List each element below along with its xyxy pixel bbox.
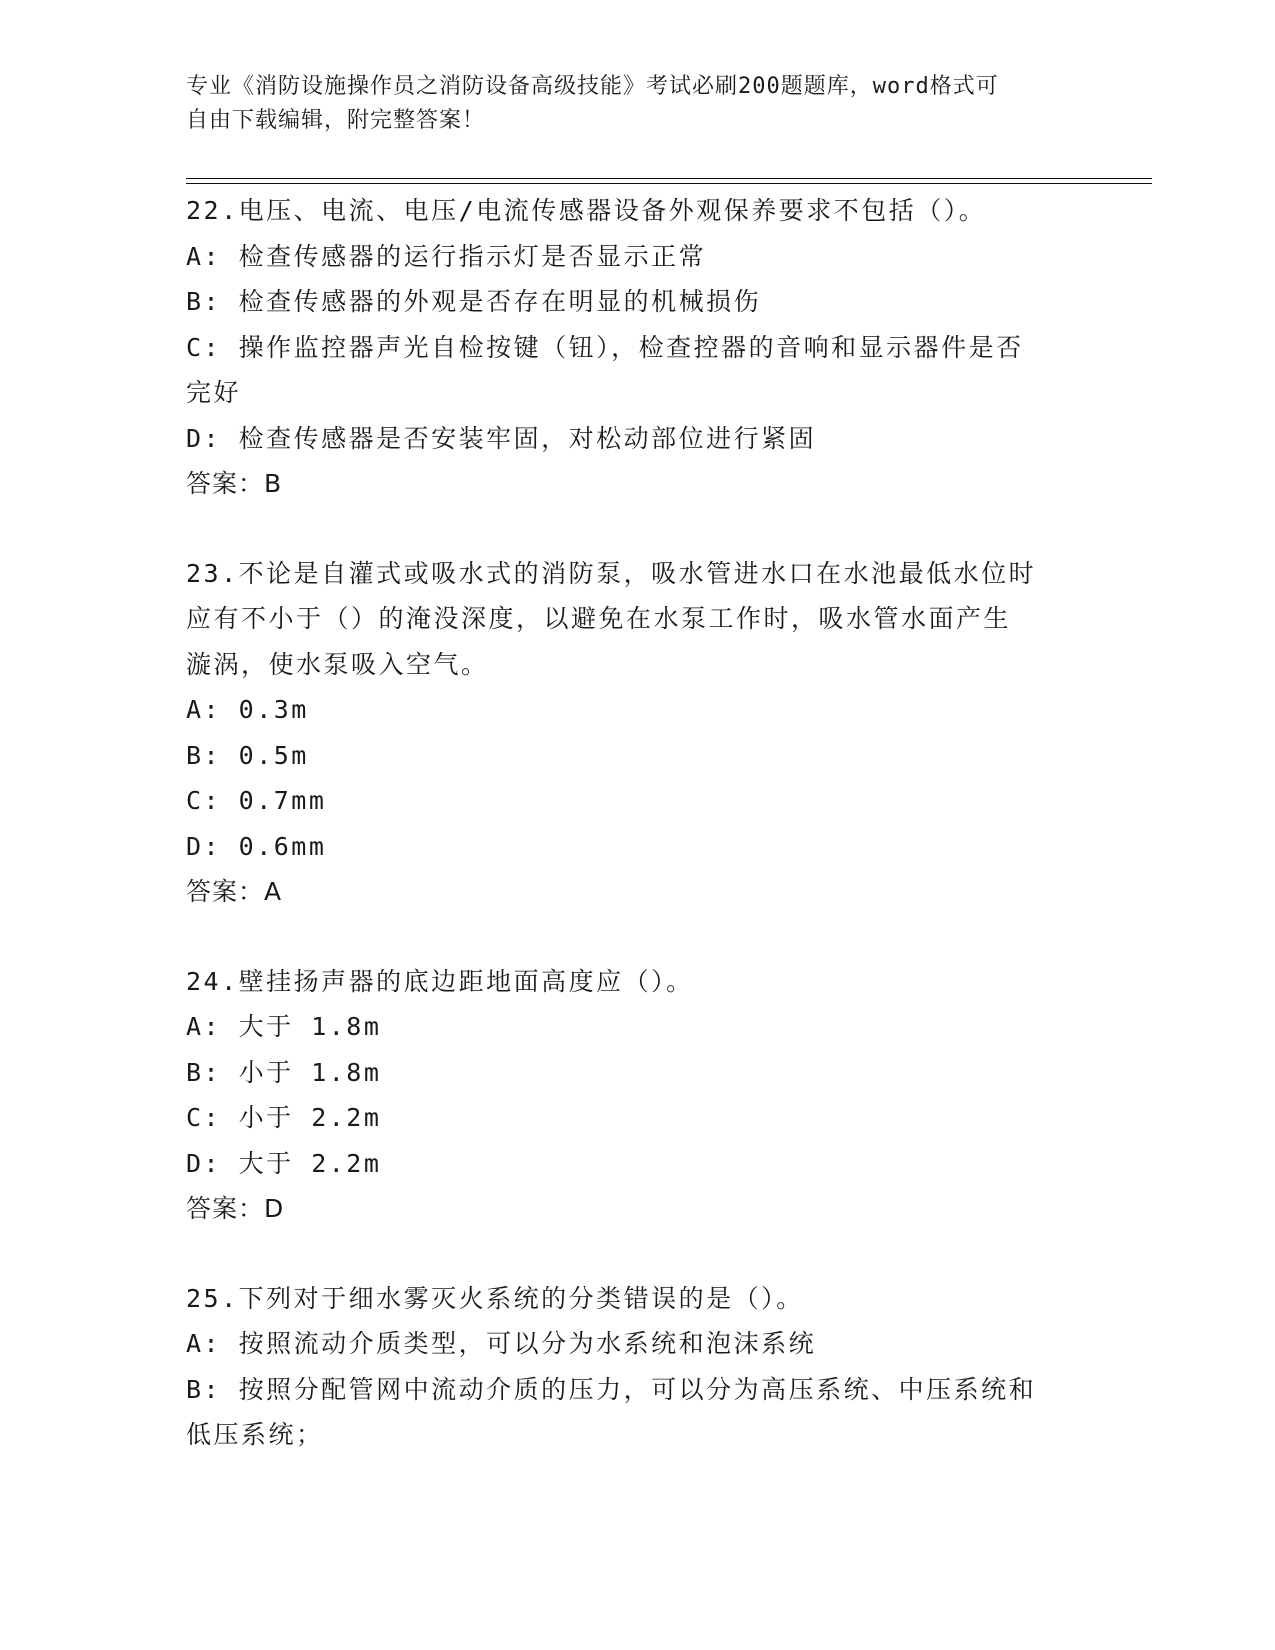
option-a: A: 大于 1.8m xyxy=(186,1012,382,1041)
option-a: A: 检查传感器的运行指示灯是否显示正常 xyxy=(186,241,707,271)
question-stem: 25.下列对于细水雾灭火系统的分类错误的是（）。 xyxy=(186,1283,804,1313)
question-stem: 23.不论是自灌式或吸水式的消防泵，吸水管进水口在水池最低水位时 xyxy=(186,558,1037,588)
option-a: A: 0.3m xyxy=(186,695,309,724)
option-b: B: 小于 1.8m xyxy=(186,1057,382,1087)
header-divider-top xyxy=(186,178,1152,179)
option-d: D: 大于 2.2m xyxy=(186,1148,382,1178)
option-b: B: 0.5m xyxy=(186,740,309,770)
question-24 xyxy=(186,959,1086,1232)
document-header xyxy=(186,70,1066,138)
answer: 答案：A xyxy=(186,877,283,906)
option-c: C: 0.7mm xyxy=(186,786,327,815)
question-25 xyxy=(186,1276,1086,1458)
question-23 xyxy=(186,551,1086,915)
question-22 xyxy=(186,188,1086,507)
option-d: D: 检查传感器是否安装牢固，对松动部位进行紧固 xyxy=(186,423,817,453)
option-c: C: 操作监控器声光自检按键（钮），检查控器的音响和显示器件是否 xyxy=(186,332,1024,362)
header-line-1: 专业《消防设施操作员之消防设备高级技能》考试必刷200题题库，word格式可 xyxy=(186,74,999,99)
option-a: A: 按照流动介质类型，可以分为水系统和泡沫系统 xyxy=(186,1329,817,1358)
question-list xyxy=(186,188,1086,1502)
option-d: D: 0.6mm xyxy=(186,831,327,861)
question-stem-continued: 应有不小于（）的淹没深度，以避免在水泵工作时，吸水管水面产生 xyxy=(186,604,1012,633)
header-divider-bottom xyxy=(186,183,1152,184)
question-stem: 22.电压、电流、电压/电流传感器设备外观保养要求不包括（）。 xyxy=(186,196,987,225)
option-b: B: 检查传感器的外观是否存在明显的机械损伤 xyxy=(186,287,762,316)
option-b-continued: 低压系统； xyxy=(186,1420,324,1449)
answer: 答案：D xyxy=(186,1194,285,1223)
header-line-2: 自由下载编辑，附完整答案！ xyxy=(186,108,486,133)
option-b: B: 按照分配管网中流动介质的压力，可以分为高压系统、中压系统和 xyxy=(186,1374,1037,1404)
answer: 答案：B xyxy=(186,469,283,498)
question-stem: 24.壁挂扬声器的底边距地面高度应（）。 xyxy=(186,966,694,996)
option-c-continued: 完好 xyxy=(186,378,242,407)
question-stem-continued: 漩涡，使水泵吸入空气。 xyxy=(186,649,489,679)
option-c: C: 小于 2.2m xyxy=(186,1103,382,1132)
